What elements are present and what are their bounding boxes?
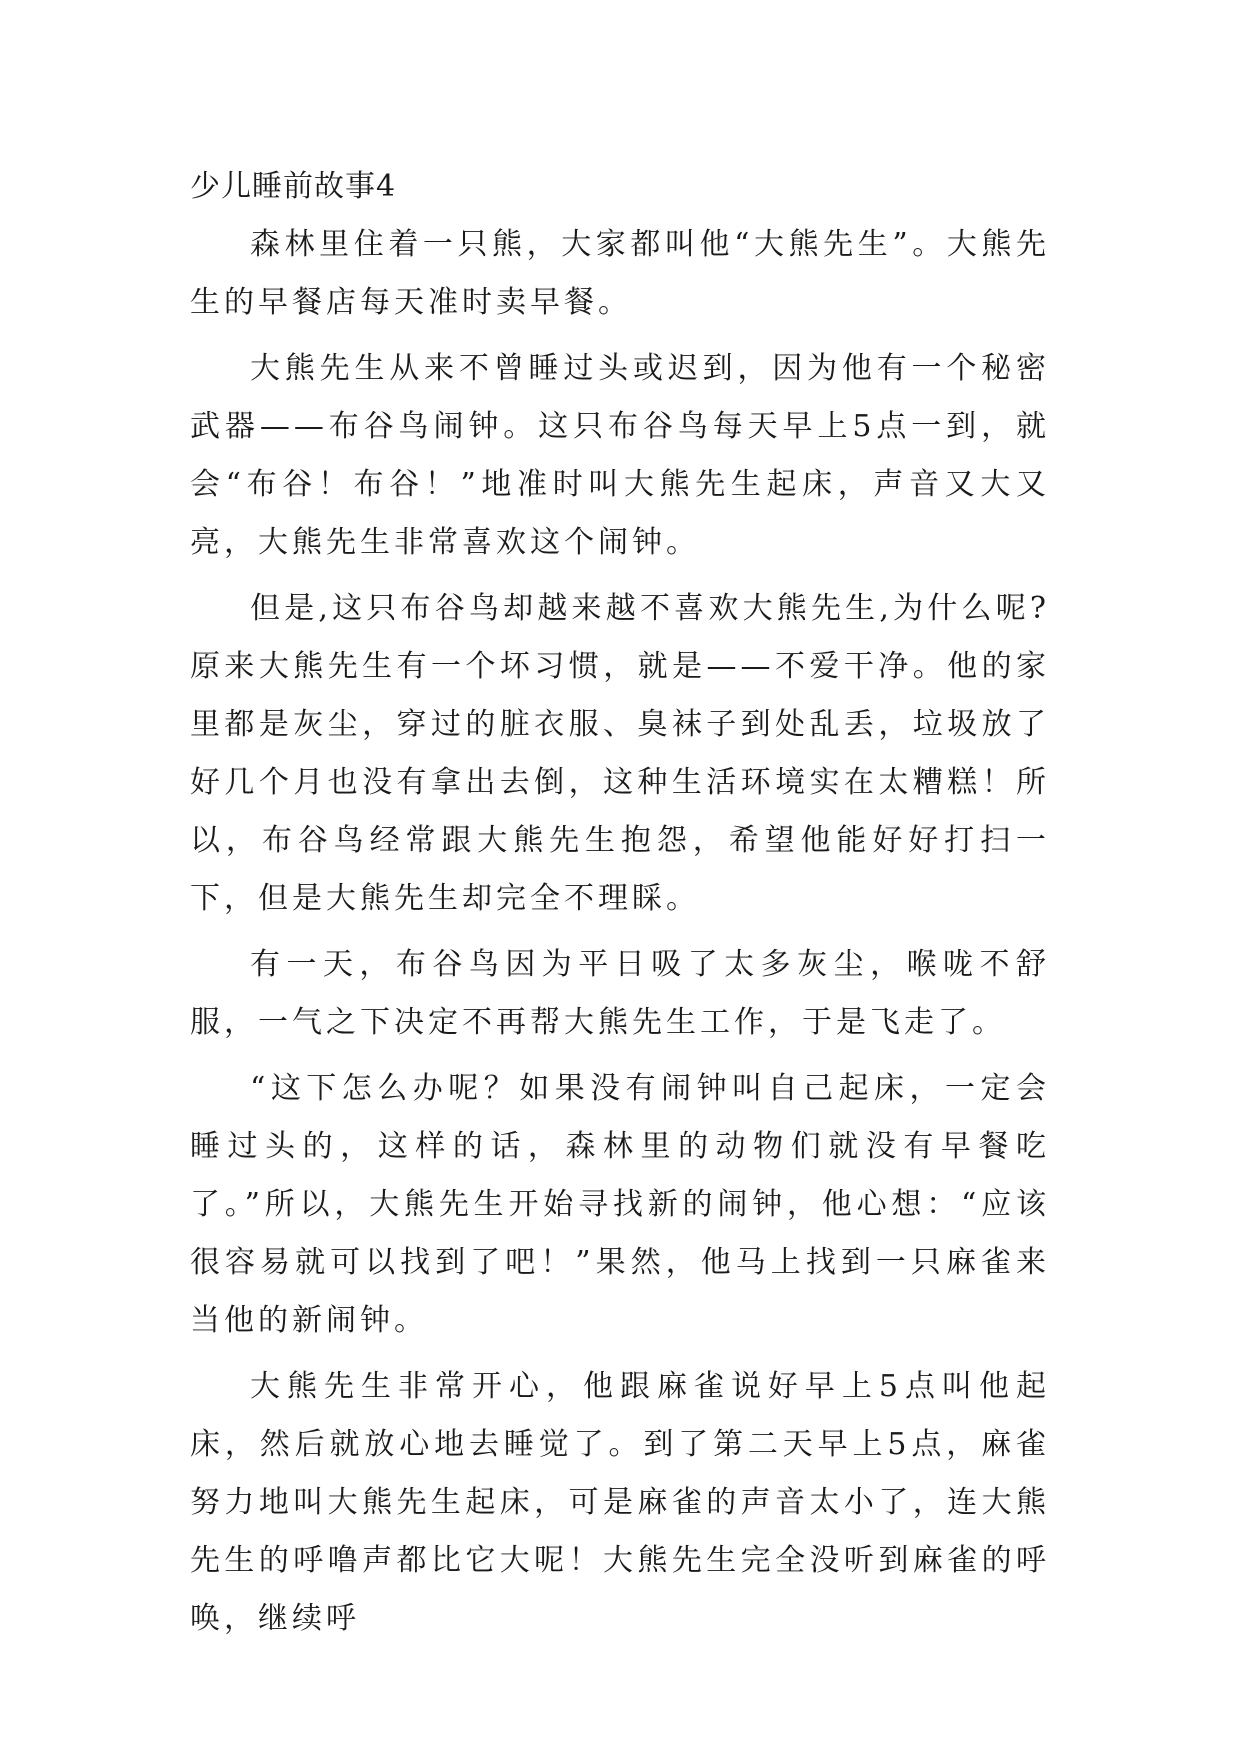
- story-title: 少儿睡前故事4: [190, 169, 397, 204]
- paragraph-4: 有一天，布谷鸟因为平日吸了太多灰尘，喉咙不舒服，一气之下决定不再帮大熊先生工作，于是飞走了。: [190, 947, 1050, 1040]
- story-body: [190, 158, 1050, 1648]
- paragraph-2: 大熊先生从来不曾睡过头或迟到，因为他有一个秘密武器——布谷鸟闹钟。这只布谷鸟每天早上5点一到，就会“布谷！布谷！”地准时叫大熊先生起床，声音又大又亮，大熊先生非常喜欢这个闹钟。: [190, 351, 1050, 560]
- paragraph-5: “这下怎么办呢？如果没有闹钟叫自己起床，一定会睡过头的，这样的话，森林里的动物们就没有早餐吃了。”所以，大熊先生开始寻找新的闹钟，他心想：“应该很容易就可以找到了吧！”果然，他马上找到一只麻雀来当他的新闹钟。: [190, 1071, 1050, 1338]
- paragraph-1: 森林里住着一只熊，大家都叫他“大熊先生”。大熊先生的早餐店每天准时卖早餐。: [190, 227, 1050, 320]
- paragraph-6: 大熊先生非常开心，他跟麻雀说好早上5点叫他起床，然后就放心地去睡觉了。到了第二天早上5点，麻雀努力地叫大熊先生起床，可是麻雀的声音太小了，连大熊先生的呼噜声都比它大呢！大熊先生完全没听到麻雀的呼唤，继续呼: [190, 1369, 1050, 1636]
- paragraph-3: 但是,这只布谷鸟却越来越不喜欢大熊先生,为什么呢?原来大熊先生有一个坏习惯，就是——不爱干净。他的家里都是灰尘，穿过的脏衣服、臭袜子到处乱丢，垃圾放了好几个月也没有拿出去倒，这种生活环境实在太糟糕！所以，布谷鸟经常跟大熊先生抱怨，希望他能好好打扫一下，但是大熊先生却完全不理睬。: [190, 591, 1050, 916]
